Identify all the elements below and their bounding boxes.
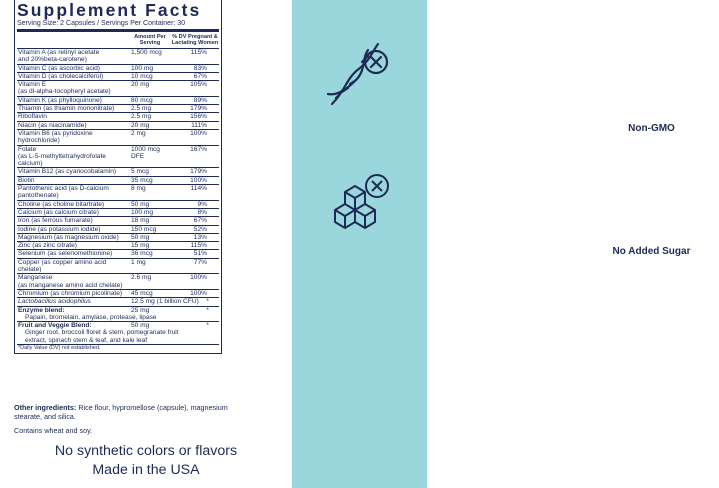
nutrient-name: Selenium (as selenomethionine) (18, 250, 113, 258)
nutrient-name: Manganese (18, 274, 53, 282)
nutrient-row (17, 274, 219, 290)
nutrient-row (17, 226, 219, 234)
nutrient-row (17, 217, 219, 225)
nutrient-name: Iron (as ferrous fumarate) (18, 217, 93, 225)
nutrient-dv: 115% (190, 49, 207, 56)
sugar-cubes-no-icon (325, 170, 397, 242)
nutrient-name: Iodine (as potassium iodide) (18, 225, 101, 233)
nutrient-row (17, 185, 219, 201)
supplement-facts-panel (14, 0, 222, 354)
nutrient-row (17, 65, 219, 73)
nutrient-name: Thiamin (as thiamin mononitrate) (18, 105, 115, 113)
nutrient-amount: 100 mg (131, 208, 153, 216)
nutrient-amount: 2.6 mg (131, 274, 152, 282)
nutrient-dv: 51% (193, 250, 207, 258)
nutrient-dv: 9% (197, 200, 207, 208)
allergen-statement: Contains wheat and soy. (14, 426, 93, 435)
nutrient-dv: 179% (190, 168, 207, 176)
nutrient-dv: 83% (193, 64, 207, 72)
nutrient-rows (17, 49, 219, 298)
nutrient-row (17, 81, 219, 97)
other-ingredients: Other ingredients: Rice flour, hypromellose (capsule), magnesium stearate, and silica. (14, 403, 228, 421)
nutrient-name: Biotin (18, 176, 35, 184)
amount-header: Amount Per Serving (134, 34, 166, 46)
nutrient-amount: 1 mg (131, 258, 146, 266)
nutrient-name: Vitamin K (as phylloquinone) (18, 96, 102, 104)
nutrient-name: Vitamin C (as ascorbic acid) (18, 64, 100, 72)
nutrient-name: Folate (18, 145, 37, 153)
nutrient-name: Riboflavin (18, 113, 47, 121)
nutrient-name: Pantothenic acid (as D-calcium pantothenate) (18, 185, 109, 200)
nutrient-name: Copper (as copper amino acid chelate) (18, 258, 107, 274)
nutrient-dv: 179% (190, 105, 207, 113)
nutrient-name: Vitamin B12 (as cyanocobalamin) (18, 168, 117, 176)
nutrient-amount: 2 mg (131, 129, 146, 137)
nutrient-amount: 2.5 mg (131, 113, 152, 121)
nutrient-amount: 36 mcg (131, 250, 153, 258)
badge-panel (292, 0, 691, 488)
nutrient-name: Vitamin A (as retinyl acetate (18, 49, 100, 56)
nutrient-name: Niacin (as niacinamide) (18, 121, 87, 129)
nutrient-dv: 8% (197, 208, 207, 216)
nutrient-name: Calcium (as calcium citrate) (18, 208, 99, 216)
dna-no-icon (326, 40, 396, 110)
no-added-sugar-label: No Added Sugar (612, 246, 691, 257)
nutrient-amount: 18 mg (131, 217, 150, 225)
nutrient-row (17, 290, 219, 298)
nutrient-dv: 100% (190, 274, 207, 282)
facts-title: Supplement Facts (17, 0, 202, 20)
nutrient-dv: 77% (193, 258, 207, 266)
tagline-no-synthetic: No synthetic colors or flavors (54, 443, 238, 459)
nutrient-row (17, 201, 219, 209)
nutrient-amount: 1000 mcg DFE (131, 145, 160, 160)
nutrient-amount: 45 mcg (131, 289, 153, 297)
nutrient-amount: 1,500 mcg (131, 49, 162, 56)
nutrient-row (17, 209, 219, 217)
nutrient-amount: 35 mcg (131, 176, 153, 184)
enzyme-group: Enzyme blend: 25 mg * Papain, bromelain, amylase, protease, lipase (17, 307, 219, 323)
nutrient-amount: 80 mcg (131, 96, 153, 104)
nutrient-dv: 100% (190, 129, 207, 137)
nutrient-dv: 156% (190, 113, 207, 121)
footnote: *Daily Value (DV) not established. (18, 344, 101, 351)
tagline-usa: Made in the USA (92, 462, 200, 478)
nutrient-amount: 5 mcg (131, 168, 149, 176)
nutrient-dv: 67% (193, 217, 207, 225)
nutrient-amount: 10 mcg (131, 72, 153, 80)
nutrient-amount: 150 mcg (131, 225, 157, 233)
nutrient-dv: 52% (193, 225, 207, 233)
nutrient-dv: 67% (193, 72, 207, 80)
dv-header: % DV Pregnant & Lactating Women (171, 34, 219, 46)
nutrient-row (17, 105, 219, 113)
fruit-group: Fruit and Veggie Blend: 50 mg * Ginger root, broccoli floret & stem, pomegranate fruit extract, spinach stem & leaf, and kale leaf (17, 322, 219, 345)
nutrient-name: Vitamin B6 (as pyridoxine hydrochloride) (18, 129, 93, 145)
nutrient-dv: 114% (190, 185, 207, 193)
nutrient-row (17, 122, 219, 130)
nutrient-amount: 20 mg (131, 121, 150, 129)
nutrient-amount: 20 mg (131, 81, 150, 89)
nutrient-dv: 100% (190, 176, 207, 184)
nutrient-source: (as manganese amino acid chelate) (18, 281, 123, 289)
nutrient-row (17, 130, 219, 146)
nutrient-name: Zinc (as zinc citrate) (18, 242, 77, 250)
nutrient-dv: 105% (190, 81, 207, 89)
nutrient-amount: 2.5 mg (131, 105, 152, 113)
nutrient-row (17, 168, 219, 176)
nutrient-amount: 8 mg (131, 185, 146, 193)
nutrient-dv: 13% (193, 233, 207, 241)
fruit-detail-2: extract, spinach stem & leaf, and kale leaf (25, 336, 148, 344)
nutrient-name: Choline (as choline bitartrate) (18, 200, 105, 208)
nutrient-row (17, 73, 219, 81)
nutrient-source: (as L-5-methyltetrahydrofolate calcium) (18, 152, 106, 168)
label-area (0, 0, 292, 488)
nutrient-row (17, 242, 219, 250)
nutrient-amount: 50 mg (131, 200, 150, 208)
nutrient-row (17, 177, 219, 185)
nutrient-name: Chromium (as chromium picolinate) (18, 289, 123, 297)
nutrient-amount: 15 mg (131, 242, 150, 250)
nutrient-row (17, 234, 219, 242)
nutrient-dv: 89% (193, 96, 207, 104)
nutrient-row (17, 259, 219, 275)
facts-header (17, 32, 219, 49)
nutrient-name: Vitamin E (18, 81, 47, 89)
nutrient-amount: 100 mg (131, 64, 153, 72)
nutrient-row (17, 113, 219, 121)
nutrient-name: Magnesium (as magnesium oxide) (18, 233, 119, 241)
enzyme-detail: Papain, bromelain, amylase, protease, lipase (25, 313, 157, 321)
nutrient-dv: 100% (190, 289, 207, 297)
nutrient-row (17, 97, 219, 105)
nutrient-source: and 20%beta-carotene) (18, 56, 87, 64)
nutrient-name: Vitamin D (as cholecalciferol) (18, 72, 104, 80)
fruit-detail-1: Ginger root, broccoli floret & stem, pomegranate fruit (25, 329, 179, 337)
non-gmo-label: Non-GMO (628, 123, 675, 134)
nutrient-dv: 115% (190, 242, 207, 250)
nutrient-source: (as dl-alpha-tocopheryl acetate) (18, 88, 111, 96)
lacto-row: Lactobacillus acidophilus 12.5 mg (1 billion CFU) * (17, 298, 219, 306)
nutrient-dv: 167% (190, 145, 207, 153)
nutrient-row (17, 146, 219, 169)
nutrient-row (17, 250, 219, 258)
nutrient-row (17, 49, 219, 65)
nutrient-dv: 111% (191, 121, 207, 129)
nutrient-amount: 50 mg (131, 233, 150, 241)
serving-info: Serving Size: 2 Capsules / Servings Per Container: 30 (17, 19, 219, 32)
